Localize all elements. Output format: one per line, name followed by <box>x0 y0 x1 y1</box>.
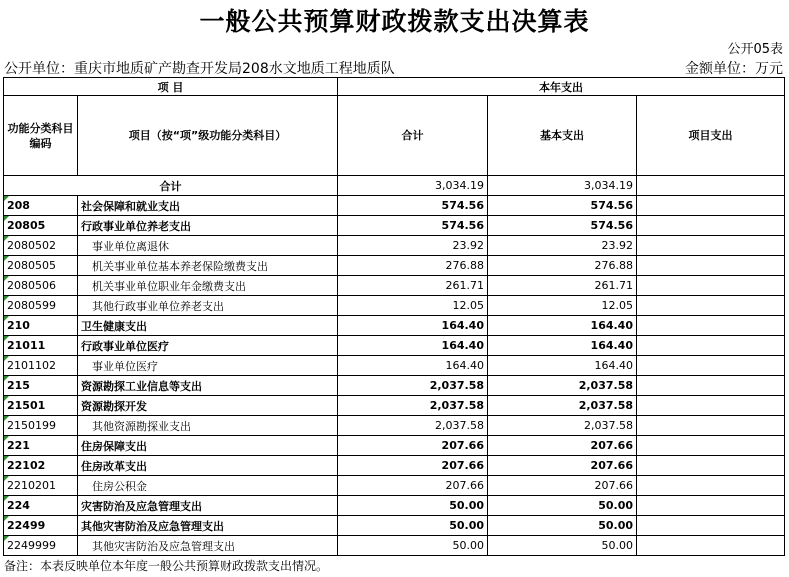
row-total: 261.71 <box>338 276 488 296</box>
row-project <box>637 436 785 456</box>
row-name: 机关事业单位基本养老保险缴费支出 <box>78 256 338 276</box>
row-total: 207.66 <box>338 436 488 456</box>
table-row <box>4 396 785 416</box>
row-code: 208 <box>4 196 78 216</box>
row-name: 住房改革支出 <box>78 456 338 476</box>
row-total: 164.40 <box>338 356 488 376</box>
row-name: 其他资源勘探业支出 <box>78 416 338 436</box>
row-total: 207.66 <box>338 456 488 476</box>
row-total: 164.40 <box>338 336 488 356</box>
row-name: 机关事业单位职业年金缴费支出 <box>78 276 338 296</box>
row-name: 社会保障和就业支出 <box>78 196 338 216</box>
row-basic: 574.56 <box>488 216 637 236</box>
header-year-group: 本年支出 <box>338 78 785 96</box>
row-basic: 164.40 <box>488 356 637 376</box>
total-row <box>4 176 785 196</box>
reporting-unit: 公开单位：重庆市地质矿产勘查开发局208水文地质工程地质队 <box>4 61 395 77</box>
row-project <box>637 236 785 256</box>
row-code: 2101102 <box>4 356 78 376</box>
row-project <box>637 356 785 376</box>
table-row <box>4 336 785 356</box>
row-total: 50.00 <box>338 496 488 516</box>
row-total: 12.05 <box>338 296 488 316</box>
row-name: 其他灾害防治及应急管理支出 <box>78 536 338 556</box>
row-name: 灾害防治及应急管理支出 <box>78 496 338 516</box>
row-project <box>637 376 785 396</box>
row-name: 事业单位医疗 <box>78 356 338 376</box>
header-row-columns <box>4 96 785 176</box>
row-name: 住房公积金 <box>78 476 338 496</box>
row-total: 2,037.58 <box>338 396 488 416</box>
row-name: 资源勘探开发 <box>78 396 338 416</box>
row-name: 住房保障支出 <box>78 436 338 456</box>
row-basic: 164.40 <box>488 316 637 336</box>
row-total: 207.66 <box>338 476 488 496</box>
row-code: 221 <box>4 436 78 456</box>
row-basic: 2,037.58 <box>488 396 637 416</box>
header-basic: 基本支出 <box>488 96 637 176</box>
row-code: 20805 <box>4 216 78 236</box>
row-code: 215 <box>4 376 78 396</box>
row-basic: 276.88 <box>488 256 637 276</box>
table-row <box>4 416 785 436</box>
row-project <box>637 216 785 236</box>
row-code: 2080506 <box>4 276 78 296</box>
table-row <box>4 496 785 516</box>
row-code: 2080599 <box>4 296 78 316</box>
row-project <box>637 516 785 536</box>
row-code: 2150199 <box>4 416 78 436</box>
row-code: 2210201 <box>4 476 78 496</box>
row-project <box>637 476 785 496</box>
row-project <box>637 496 785 516</box>
table-row <box>4 196 785 216</box>
total-amount: 3,034.19 <box>338 176 488 196</box>
expenditure-table <box>3 77 785 556</box>
row-basic: 50.00 <box>488 536 637 556</box>
page-title: 一般公共预算财政拨款支出决算表 <box>199 7 590 36</box>
row-basic: 574.56 <box>488 196 637 216</box>
row-project <box>637 256 785 276</box>
row-code: 21011 <box>4 336 78 356</box>
row-project <box>637 456 785 476</box>
row-basic: 164.40 <box>488 336 637 356</box>
row-project <box>637 296 785 316</box>
header-code: 功能分类科目编码 <box>4 96 78 176</box>
table-row <box>4 516 785 536</box>
table-row <box>4 256 785 276</box>
row-project <box>637 196 785 216</box>
table-row <box>4 376 785 396</box>
row-total: 50.00 <box>338 516 488 536</box>
row-basic: 207.66 <box>488 476 637 496</box>
row-code: 210 <box>4 316 78 336</box>
header-total: 合计 <box>338 96 488 176</box>
table-row <box>4 316 785 336</box>
row-total: 2,037.58 <box>338 376 488 396</box>
table-row <box>4 296 785 316</box>
row-code: 2080505 <box>4 256 78 276</box>
table-row <box>4 276 785 296</box>
row-basic: 2,037.58 <box>488 416 637 436</box>
row-project <box>637 396 785 416</box>
row-basic: 207.66 <box>488 436 637 456</box>
header-row-group <box>4 78 785 96</box>
total-label: 合计 <box>4 176 338 196</box>
row-basic: 50.00 <box>488 516 637 536</box>
row-project <box>637 536 785 556</box>
row-project <box>637 336 785 356</box>
row-total: 2,037.58 <box>338 416 488 436</box>
row-project <box>637 416 785 436</box>
amount-unit: 金额单位：万元 <box>685 61 783 77</box>
row-total: 276.88 <box>338 256 488 276</box>
row-name: 资源勘探工业信息等支出 <box>78 376 338 396</box>
row-total: 574.56 <box>338 196 488 216</box>
row-name: 卫生健康支出 <box>78 316 338 336</box>
row-name: 行政事业单位养老支出 <box>78 216 338 236</box>
table-row <box>4 436 785 456</box>
total-project <box>637 176 785 196</box>
row-basic: 261.71 <box>488 276 637 296</box>
row-basic: 12.05 <box>488 296 637 316</box>
row-code: 22499 <box>4 516 78 536</box>
table-row <box>4 536 785 556</box>
row-project <box>637 276 785 296</box>
footnote: 备注：本表反映单位本年度一般公共预算财政拨款支出情况。 <box>4 559 329 573</box>
row-name: 其他灾害防治及应急管理支出 <box>78 516 338 536</box>
table-row <box>4 456 785 476</box>
row-code: 224 <box>4 496 78 516</box>
row-project <box>637 316 785 336</box>
row-code: 2249999 <box>4 536 78 556</box>
row-total: 50.00 <box>338 536 488 556</box>
table-row <box>4 216 785 236</box>
row-code: 2080502 <box>4 236 78 256</box>
total-basic: 3,034.19 <box>488 176 637 196</box>
table-row <box>4 236 785 256</box>
row-name: 行政事业单位医疗 <box>78 336 338 356</box>
row-total: 574.56 <box>338 216 488 236</box>
table-row <box>4 356 785 376</box>
header-item-group: 项 目 <box>4 78 338 96</box>
row-basic: 23.92 <box>488 236 637 256</box>
row-basic: 207.66 <box>488 456 637 476</box>
table-row <box>4 476 785 496</box>
row-basic: 2,037.58 <box>488 376 637 396</box>
row-name: 其他行政事业单位养老支出 <box>78 296 338 316</box>
row-basic: 50.00 <box>488 496 637 516</box>
row-name: 事业单位离退休 <box>78 236 338 256</box>
form-code: 公开05表 <box>727 42 783 57</box>
row-total: 23.92 <box>338 236 488 256</box>
row-total: 164.40 <box>338 316 488 336</box>
header-name: 项目（按“项”级功能分类科目） <box>78 96 338 176</box>
header-project: 项目支出 <box>637 96 785 176</box>
row-code: 21501 <box>4 396 78 416</box>
row-code: 22102 <box>4 456 78 476</box>
